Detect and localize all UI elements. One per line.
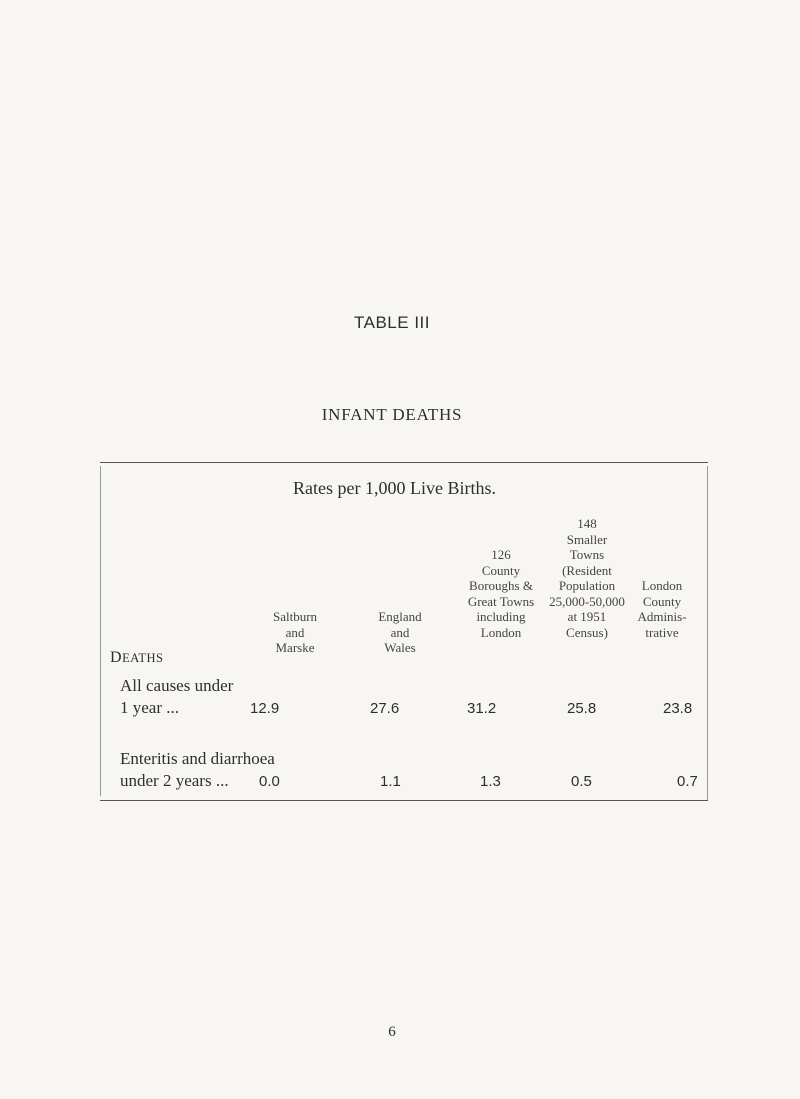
table-cell: 31.2 (467, 700, 497, 717)
column-header-line: and (285, 624, 305, 640)
column-header-line: 25,000-50,000 (549, 593, 625, 609)
table-left-rule (100, 466, 101, 796)
column-header-line: County (642, 593, 682, 609)
table-cell: 23.8 (663, 700, 693, 717)
table-cell: 1.3 (480, 773, 501, 790)
column-header-line: London (641, 578, 683, 593)
column-header-line: and (390, 624, 410, 640)
column-header-line: 126 (491, 547, 511, 562)
column-header-line: Smaller (566, 531, 608, 547)
column-header-line: 148 (577, 516, 597, 531)
page-number: 6 (388, 1024, 396, 1040)
table-top-rule (100, 462, 708, 463)
section-heading-deaths: DEATHS (110, 649, 164, 666)
column-header-line: Census) (566, 624, 608, 640)
column-header-line: including (476, 609, 526, 624)
column-header-england-wales (345, 609, 455, 656)
table-cell: 0.0 (259, 773, 280, 790)
table-cell: 0.5 (571, 773, 592, 790)
table-title: TABLE III (354, 313, 430, 332)
column-header-line: Saltburn (272, 609, 318, 624)
table-subtitle: INFANT DEATHS (321, 405, 463, 424)
column-header-line: Adminis- (637, 609, 687, 624)
table-cell: 12.9 (250, 700, 280, 717)
row-label-line: Enteritis and diarrhoea (120, 749, 275, 768)
table-cell: 1.1 (380, 773, 401, 790)
column-header-line: Wales (384, 640, 416, 655)
column-header-line: at 1951 (567, 609, 607, 624)
column-header-london-county (612, 578, 712, 640)
column-header-line: (Resident (562, 562, 612, 578)
column-header-line: County (481, 562, 521, 578)
table-bottom-rule (100, 800, 708, 801)
column-header-line: London (480, 624, 522, 640)
column-header-line: Marske (275, 640, 315, 655)
table-cell: 0.7 (677, 773, 698, 790)
table-cell: 27.6 (370, 700, 400, 717)
column-header-line: Towns (569, 547, 605, 562)
column-header-line: trative (645, 624, 679, 640)
column-header-line: Boroughs & (469, 578, 533, 593)
table-cell: 25.8 (567, 700, 597, 717)
row-label-line: 1 year ... (120, 698, 180, 717)
row-label-line: under 2 years ... (120, 771, 229, 790)
column-header-saltburn (240, 609, 350, 656)
column-header-line: Great Towns (467, 593, 535, 609)
table-caption: Rates per 1,000 Live Births. (293, 478, 496, 498)
column-header-line: Population (558, 578, 616, 593)
column-header-line: England (378, 609, 422, 624)
row-label-line: All causes under (120, 676, 234, 695)
